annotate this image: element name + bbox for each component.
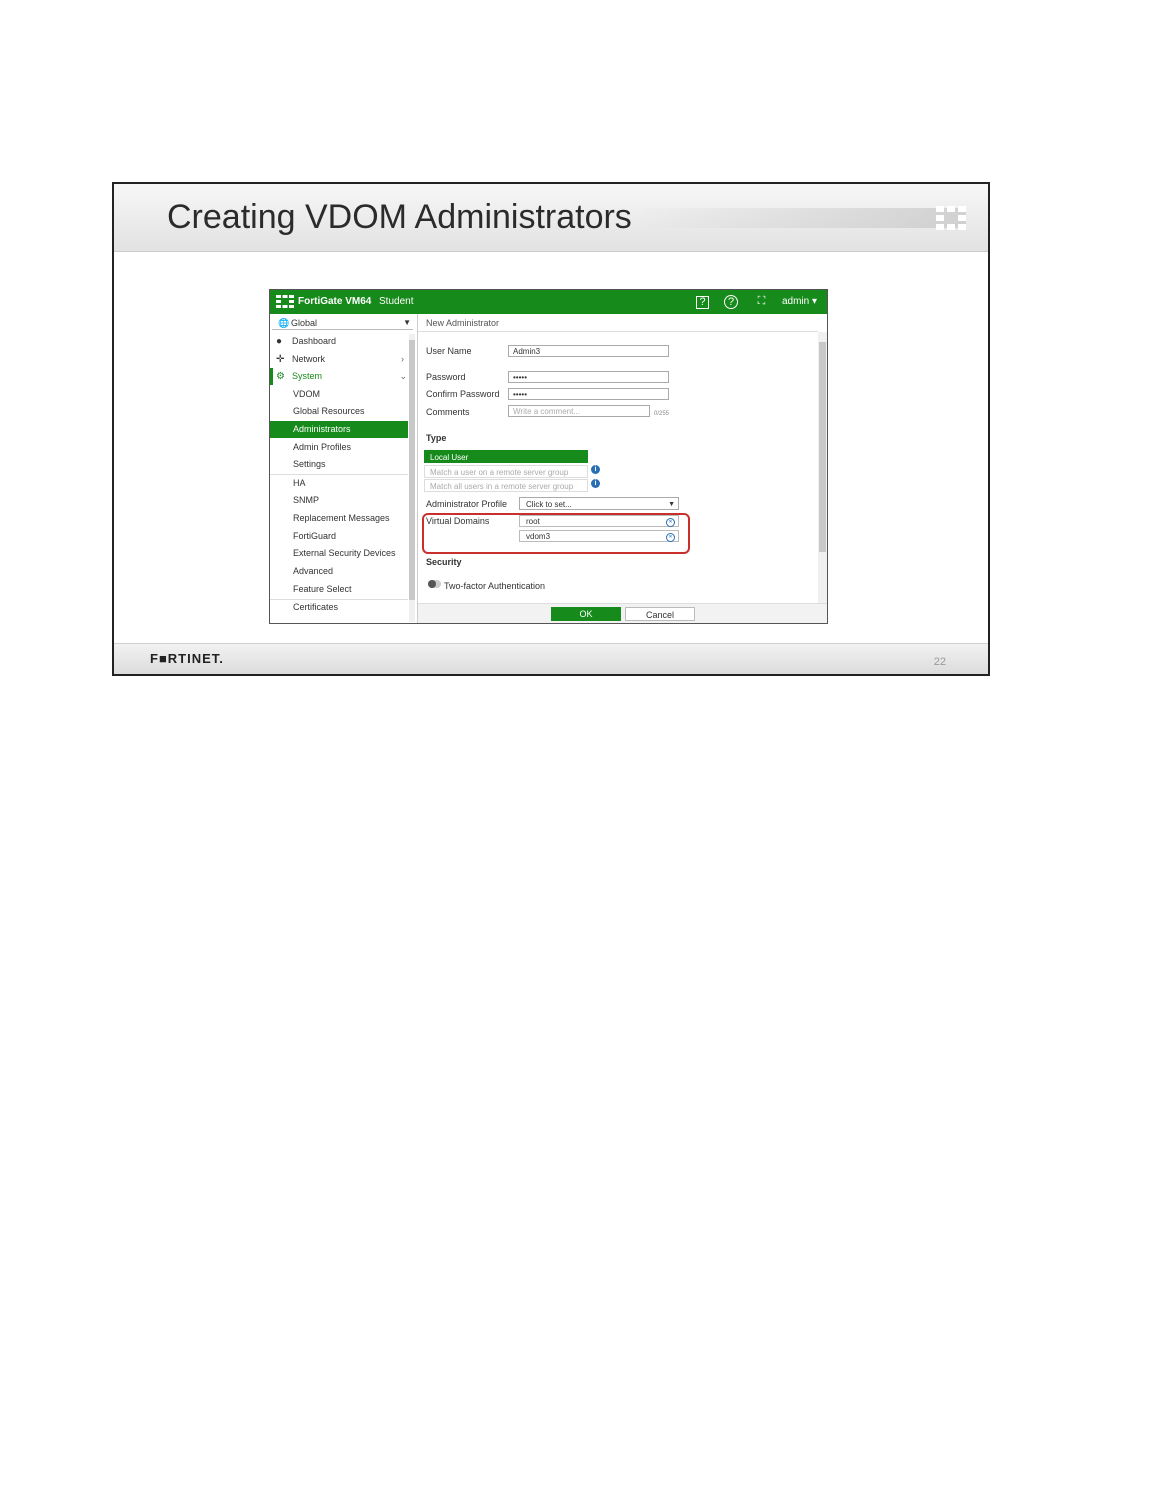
admin-profile-dropdown[interactable]	[519, 497, 679, 510]
sidebar-item-label: Admin Profiles	[293, 442, 352, 452]
topbar	[270, 290, 827, 314]
sidebar-scrollbar-thumb[interactable]	[409, 340, 415, 600]
type-option-local-user[interactable]: Local User	[424, 450, 588, 463]
chevron-down-icon: ⌄	[399, 371, 407, 381]
dashboard-icon: ●	[276, 336, 283, 347]
hostname: Student	[379, 296, 414, 307]
chevron-right-icon: ›	[401, 354, 404, 364]
gear-icon: ⚙	[276, 371, 285, 382]
sidebar-item-label: Feature Select	[293, 584, 352, 594]
sidebar-item-label: SNMP	[293, 495, 320, 505]
sidebar-item-certificates[interactable]	[270, 599, 408, 616]
page-number: 22	[933, 656, 946, 668]
sidebar-item-global-resources[interactable]	[270, 403, 408, 420]
admin-profile-label: Administrator Profile	[426, 499, 508, 509]
username-label: User Name	[426, 346, 472, 356]
sidebar-item-advanced[interactable]	[270, 563, 408, 580]
sidebar-item-snmp[interactable]	[270, 492, 408, 509]
security-section-title: Security	[426, 557, 462, 567]
divider	[418, 331, 818, 332]
admin-profile-value: Click to set...	[526, 500, 572, 509]
two-factor-toggle[interactable]	[428, 580, 441, 588]
two-factor-label: Two-factor Authentication	[444, 581, 546, 591]
slide	[112, 182, 990, 676]
username-input[interactable]: Admin3	[508, 345, 669, 357]
vdom-selector-value: Global	[291, 318, 318, 328]
header-decoration	[636, 208, 966, 228]
sidebar-item-system[interactable]	[270, 368, 411, 385]
info-icon[interactable]: i	[591, 465, 600, 474]
sidebar-item-label: Global Resources	[293, 406, 365, 416]
admin-menu[interactable]: admin ▾	[781, 296, 817, 307]
confirm-password-label: Confirm Password	[426, 389, 500, 399]
fullscreen-icon[interactable]: ⛶	[757, 295, 766, 307]
fortigate-window	[269, 289, 828, 624]
fortigate-logo-icon	[276, 295, 294, 308]
vdom-entry-label: vdom3	[526, 532, 551, 541]
main-panel	[418, 314, 828, 624]
sidebar-item-feature-select[interactable]	[270, 581, 408, 598]
sidebar-item-label: Administrators	[293, 424, 351, 434]
vdom-entry[interactable]	[519, 515, 679, 527]
cli-console-icon[interactable]: ?	[696, 296, 709, 309]
main-scrollbar[interactable]	[818, 332, 827, 604]
sidebar-item-label: Replacement Messages	[293, 513, 390, 523]
type-option-remote-group[interactable]: Match all users in a remote server group	[424, 479, 588, 492]
sidebar-item-label: Certificates	[293, 602, 339, 612]
sidebar-item-vdom[interactable]	[270, 386, 408, 403]
slide-header	[114, 184, 988, 252]
slide-title: Creating VDOM Administrators	[167, 198, 632, 236]
sidebar-item-network[interactable]	[270, 351, 408, 368]
type-option-remote-user[interactable]: Match a user on a remote server group	[424, 465, 588, 478]
sidebar-item-settings[interactable]	[270, 456, 408, 473]
sidebar-item-label: Network	[292, 354, 326, 364]
sidebar-item-label: Advanced	[293, 566, 334, 576]
sidebar-item-label: Settings	[293, 459, 326, 469]
help-icon[interactable]: ?	[724, 295, 738, 309]
sidebar-item-label: HA	[293, 478, 306, 488]
sidebar-item-external-security-devices[interactable]	[270, 545, 408, 562]
globe-icon: 🌐	[278, 318, 290, 328]
main-scrollbar-thumb[interactable]	[819, 342, 826, 552]
product-name: FortiGate VM64	[298, 296, 372, 307]
comments-label: Comments	[426, 407, 470, 417]
type-section-title: Type	[426, 433, 447, 443]
sidebar-item-label: VDOM	[293, 389, 320, 399]
info-icon[interactable]: i	[591, 479, 600, 488]
fortinet-logo: F■RTINET.	[150, 651, 224, 666]
cancel-button[interactable]: Cancel	[625, 607, 695, 621]
sidebar-item-label: FortiGuard	[293, 531, 337, 541]
sidebar-item-label: System	[292, 371, 323, 381]
sidebar-item-dashboard[interactable]	[270, 333, 408, 350]
sidebar-scrollbar[interactable]	[409, 334, 415, 622]
vdom-entry[interactable]	[519, 530, 679, 542]
virtual-domains-label: Virtual Domains	[426, 516, 490, 526]
ok-button[interactable]: OK	[551, 607, 621, 621]
sidebar-item-ha[interactable]	[270, 475, 408, 492]
password-label: Password	[426, 372, 466, 382]
sidebar-item-label: External Security Devices	[293, 548, 396, 558]
slide-footer	[114, 643, 988, 674]
button-bar	[418, 603, 828, 624]
caret-down-icon: ▼	[403, 318, 411, 327]
remove-icon[interactable]: ✕	[666, 518, 675, 527]
sidebar-item-admin-profiles[interactable]	[270, 439, 408, 456]
comments-textarea[interactable]: Write a comment...	[508, 405, 650, 417]
confirm-password-input[interactable]: •••••	[508, 388, 669, 400]
vdom-entry-label: root	[526, 517, 540, 526]
remove-icon[interactable]: ✕	[666, 533, 675, 542]
network-icon: ✛	[276, 354, 285, 365]
sidebar	[270, 314, 418, 624]
comments-counter: 0/255	[654, 411, 670, 417]
sidebar-item-replacement-messages[interactable]	[270, 510, 408, 527]
password-input[interactable]: •••••	[508, 371, 669, 383]
sidebar-item-administrators[interactable]	[270, 421, 408, 438]
sidebar-item-label: Dashboard	[292, 336, 337, 346]
fortinet-mark-icon	[936, 206, 966, 230]
caret-down-icon: ▼	[668, 501, 675, 508]
vdom-selector[interactable]	[272, 317, 413, 330]
breadcrumb: New Administrator	[426, 318, 500, 328]
sidebar-item-fortiguard[interactable]	[270, 528, 408, 545]
